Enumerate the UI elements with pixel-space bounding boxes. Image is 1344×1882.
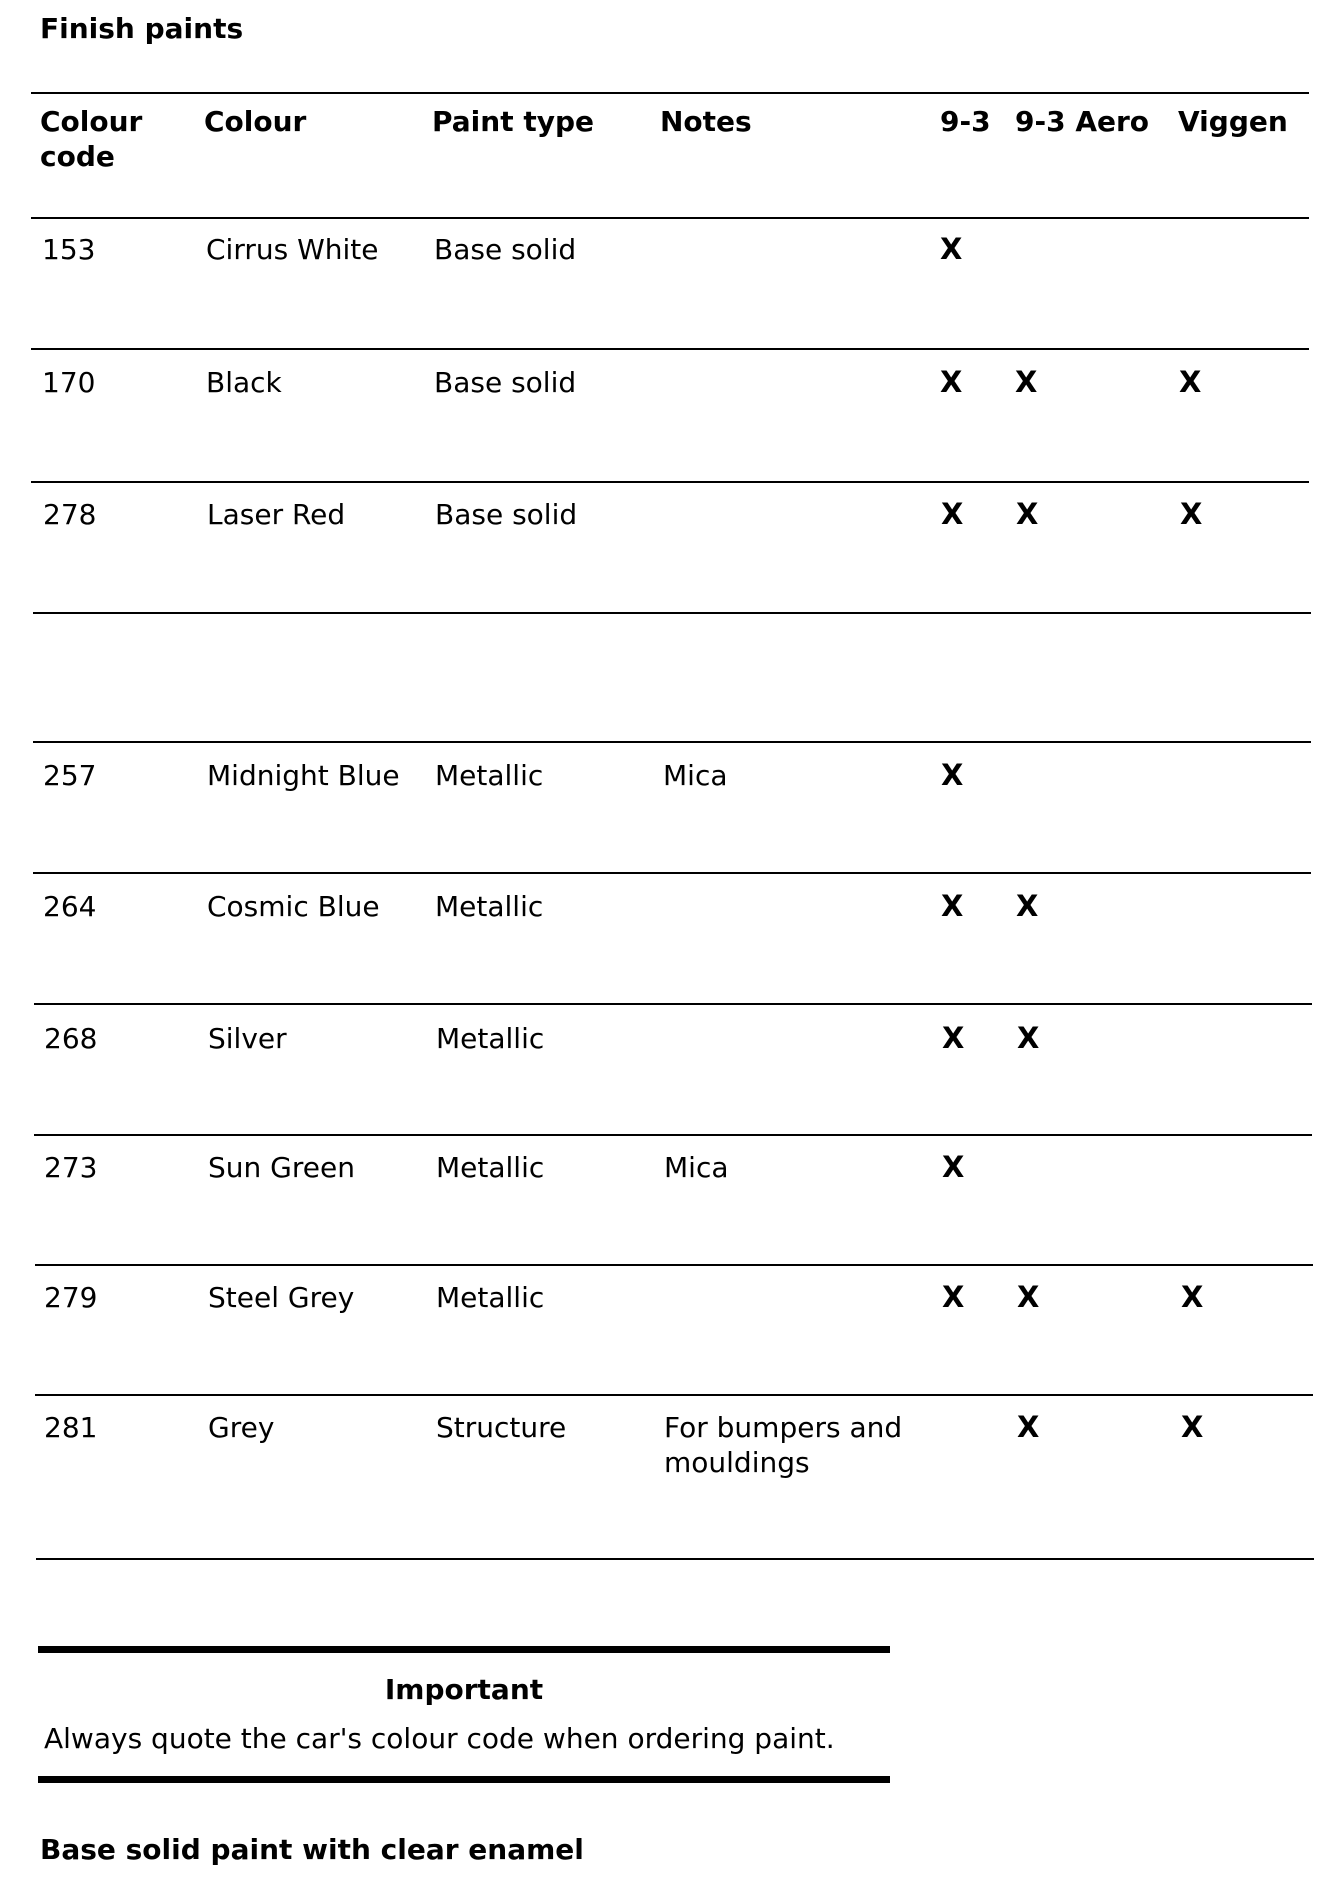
availability-mark-aero: X	[1016, 889, 1039, 923]
cell-colour-code: 278	[43, 498, 97, 531]
availability-mark-m93: X	[942, 1150, 965, 1184]
availability-mark-m93: X	[941, 497, 964, 531]
cell-colour-name: Black	[206, 366, 282, 399]
cell-paint-type: Base solid	[434, 233, 577, 266]
availability-mark-viggen: X	[1181, 1410, 1204, 1444]
important-bottom-rule	[38, 1776, 890, 1783]
section-heading: Base solid paint with clear enamel	[40, 1833, 584, 1866]
important-text: Always quote the car's colour code when ordering paint.	[44, 1722, 835, 1755]
cell-notes: Mica	[663, 759, 728, 792]
cell-colour-name: Cosmic Blue	[207, 890, 380, 923]
cell-paint-type: Base solid	[435, 498, 578, 531]
cell-colour-name: Grey	[208, 1411, 275, 1444]
cell-colour-code: 281	[44, 1411, 98, 1444]
row-divider	[33, 741, 1311, 743]
availability-mark-viggen: X	[1180, 497, 1203, 531]
cell-colour-code: 170	[42, 366, 96, 399]
important-top-rule	[38, 1646, 890, 1653]
cell-colour-name: Midnight Blue	[207, 759, 400, 792]
row-divider	[34, 1134, 1312, 1136]
cell-colour-code: 268	[44, 1022, 98, 1055]
cell-paint-type: Metallic	[436, 1151, 545, 1184]
cell-colour-code: 257	[43, 759, 97, 792]
availability-mark-viggen: X	[1181, 1280, 1204, 1314]
cell-colour-code: 273	[44, 1151, 98, 1184]
cell-colour-name: Laser Red	[207, 498, 346, 531]
availability-mark-aero: X	[1016, 497, 1039, 531]
availability-mark-aero: X	[1017, 1280, 1040, 1314]
row-divider	[36, 1558, 1314, 1560]
page-title: Finish paints	[40, 12, 244, 45]
availability-mark-m93: X	[941, 758, 964, 792]
row-divider	[31, 481, 1309, 483]
table-top-rule	[31, 92, 1309, 94]
cell-paint-type: Structure	[436, 1411, 567, 1444]
cell-colour-code: 279	[44, 1281, 98, 1314]
row-divider	[31, 348, 1309, 350]
cell-colour-name: Steel Grey	[208, 1281, 355, 1314]
cell-paint-type: Metallic	[436, 1281, 545, 1314]
cell-paint-type: Metallic	[435, 890, 544, 923]
header-notes: Notes	[660, 105, 752, 138]
availability-mark-m93: X	[942, 1021, 965, 1055]
cell-colour-code: 153	[42, 233, 96, 266]
availability-mark-aero: X	[1017, 1410, 1040, 1444]
cell-colour-name: Cirrus White	[206, 233, 379, 266]
header-9-3-aero: 9-3 Aero	[1015, 105, 1150, 138]
cell-paint-type: Base solid	[434, 366, 577, 399]
availability-mark-m93: X	[940, 232, 963, 266]
availability-mark-aero: X	[1017, 1021, 1040, 1055]
cell-notes: Mica	[664, 1151, 729, 1184]
header-paint-type: Paint type	[432, 105, 594, 138]
row-divider	[33, 612, 1311, 614]
row-divider	[35, 1394, 1313, 1396]
cell-paint-type: Metallic	[435, 759, 544, 792]
header-viggen: Viggen	[1178, 105, 1288, 138]
cell-paint-type: Metallic	[436, 1022, 545, 1055]
cell-notes: For bumpers and mouldings	[664, 1411, 903, 1479]
availability-mark-viggen: X	[1179, 365, 1202, 399]
cell-colour-name: Sun Green	[208, 1151, 355, 1184]
important-heading: Important	[384, 1673, 544, 1706]
header-9-3: 9-3	[940, 105, 991, 138]
header-colour-code: Colour code	[40, 105, 143, 173]
row-divider	[31, 217, 1309, 219]
availability-mark-m93: X	[940, 365, 963, 399]
availability-mark-m93: X	[942, 1280, 965, 1314]
cell-colour-name: Silver	[208, 1022, 287, 1055]
availability-mark-m93: X	[941, 889, 964, 923]
row-divider	[34, 1003, 1312, 1005]
availability-mark-aero: X	[1015, 365, 1038, 399]
cell-colour-code: 264	[43, 890, 97, 923]
row-divider	[35, 1264, 1313, 1266]
row-divider	[33, 872, 1311, 874]
header-colour: Colour	[204, 105, 307, 138]
